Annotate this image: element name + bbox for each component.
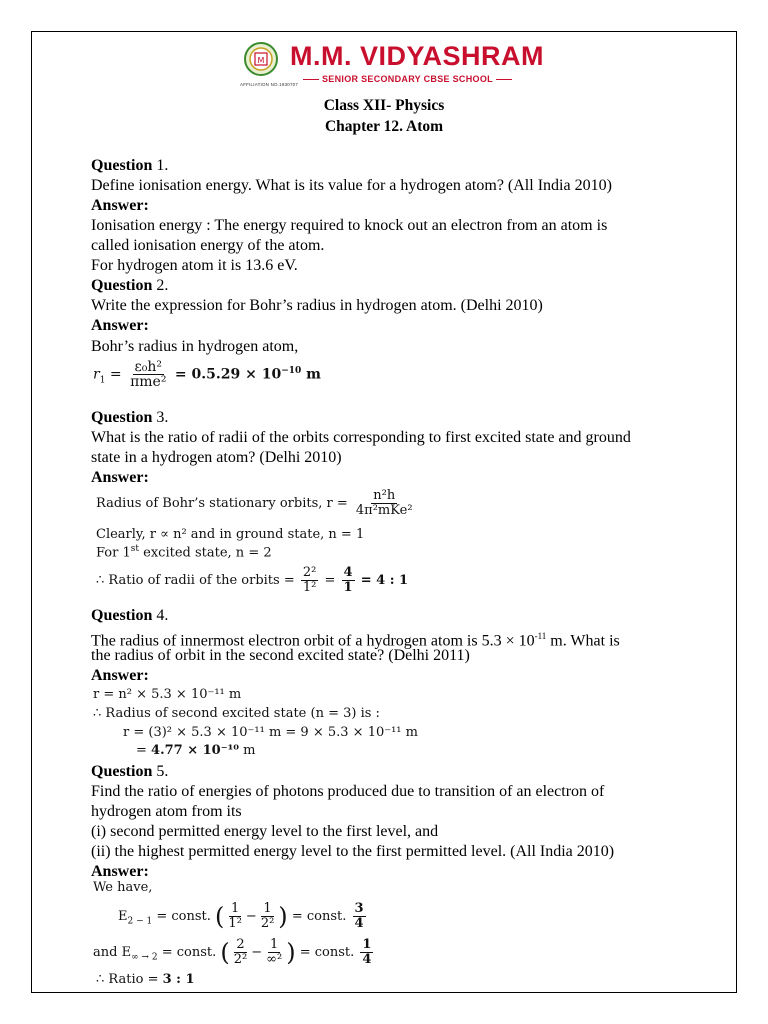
answer-1-line: called ionisation energy of the atom. (91, 237, 325, 254)
question-5-text: (ii) the highest permitted energy level to the first permitted level. (All India 2010) (91, 843, 615, 860)
question-5-text: (i) second permitted energy level to the first level, and (91, 823, 439, 840)
answer-4-result: = 4.77 × 10⁻¹⁰ m (136, 743, 256, 758)
question-1-heading: Question 1. (91, 157, 169, 174)
question-5-text: hydrogen atom from its (91, 803, 242, 820)
answer-4-line: r = n² × 5.3 × 10⁻¹¹ m (93, 687, 242, 702)
answer-1-label: Answer: (91, 197, 149, 214)
answer-3-label: Answer: (91, 469, 149, 486)
energy-ratio-result: ∴ Ratio = 3 : 1 (96, 972, 195, 987)
answer-2-line: Bohr’s radius in hydrogen atom, (91, 338, 299, 355)
orbit-radius-formula: Radius of Bohr’s stationary orbits, r = $\frac{\text{n²h}}{\text{4π²mKe²}}$ (96, 488, 413, 518)
school-seal-icon (244, 42, 278, 76)
answer-4-line: ∴ Radius of second excited state (n = 3) is : (93, 706, 380, 721)
question-5-heading: Question 5. (91, 763, 169, 780)
class-title: Class XII- Physics (323, 97, 445, 114)
school-name: M.M. VIDYASHRAM (290, 41, 545, 71)
bohr-radius-equation: $r_1$ = $\frac{\text{ε₀h²}}{\text{πme²}}$ = $0.5.29 \times 10^{-10}$ m (93, 359, 321, 390)
question-3-heading: Question 3. (91, 409, 169, 426)
question-4-text: the radius of orbit in the second excited state? (Delhi 2011) (91, 647, 470, 664)
energy-equation-1: $E_{2 - 1}$ = const. ( $\frac{1}{\text{1²}}$ − $\frac{1}{\text{2²}}$ ) = const. $\frac{3}{4}$ (118, 901, 364, 931)
answer-1-line: Ionisation energy : The energy required to knock out an electron from an atom is (91, 217, 608, 234)
question-4-heading: Question 4. (91, 607, 169, 624)
energy-equation-2: and $E_{\infty \to 2}$ = const. ( $\frac{2}{\text{2²}}$ − $\frac{1}{\text{∞²}}$ ) = const. $\frac{1}{4}$ (93, 937, 372, 967)
answer-4-line: r = (3)² × 5.3 × 10⁻¹¹ m = 9 × 5.3 × 10⁻¹¹ m (123, 725, 418, 740)
question-5-text: Find the ratio of energies of photons produced due to transition of an electron of (91, 783, 605, 800)
question-3-text: What is the ratio of radii of the orbits corresponding to first excited state and ground (91, 429, 631, 446)
answer-5-label: Answer: (91, 863, 149, 880)
affiliation-number: AFFILIATION NO.1930707 (240, 82, 299, 87)
school-subtitle: SENIOR SECONDARY CBSE SCHOOL (300, 74, 515, 84)
answer-1-line: For hydrogen atom it is 13.6 eV. (91, 257, 298, 274)
radii-ratio-equation: ∴ Ratio of radii of the orbits = $\frac{\text{2²}}{\text{1²}}$ = $\frac{4}{1}$ = 4 : 1 (96, 565, 409, 595)
school-logo (240, 38, 545, 94)
chapter-title: Chapter 12. Atom (324, 118, 444, 135)
question-2-text: Write the expression for Bohr’s radius in hydrogen atom. (Delhi 2010) (91, 297, 543, 314)
answer-2-label: Answer: (91, 317, 149, 334)
question-2-heading: Question 2. (91, 277, 169, 294)
question-1-text: Define ionisation energy. What is its value for a hydrogen atom? (All India 2010) (91, 177, 612, 194)
svg-text:M: M (257, 56, 265, 65)
answer-4-label: Answer: (91, 667, 149, 684)
answer-3-line: Clearly, r ∝ n² and in ground state, n = 1 (96, 527, 365, 542)
answer-3-line: For 1st excited state, n = 2 (96, 544, 272, 561)
answer-5-line: We have, (93, 880, 153, 895)
question-4-text: The radius of innermost electron orbit of a hydrogen atom is $5.3 \times 10^{-11}$ m. What is (91, 631, 620, 650)
question-3-text: state in a hydrogen atom? (Delhi 2010) (91, 449, 342, 466)
